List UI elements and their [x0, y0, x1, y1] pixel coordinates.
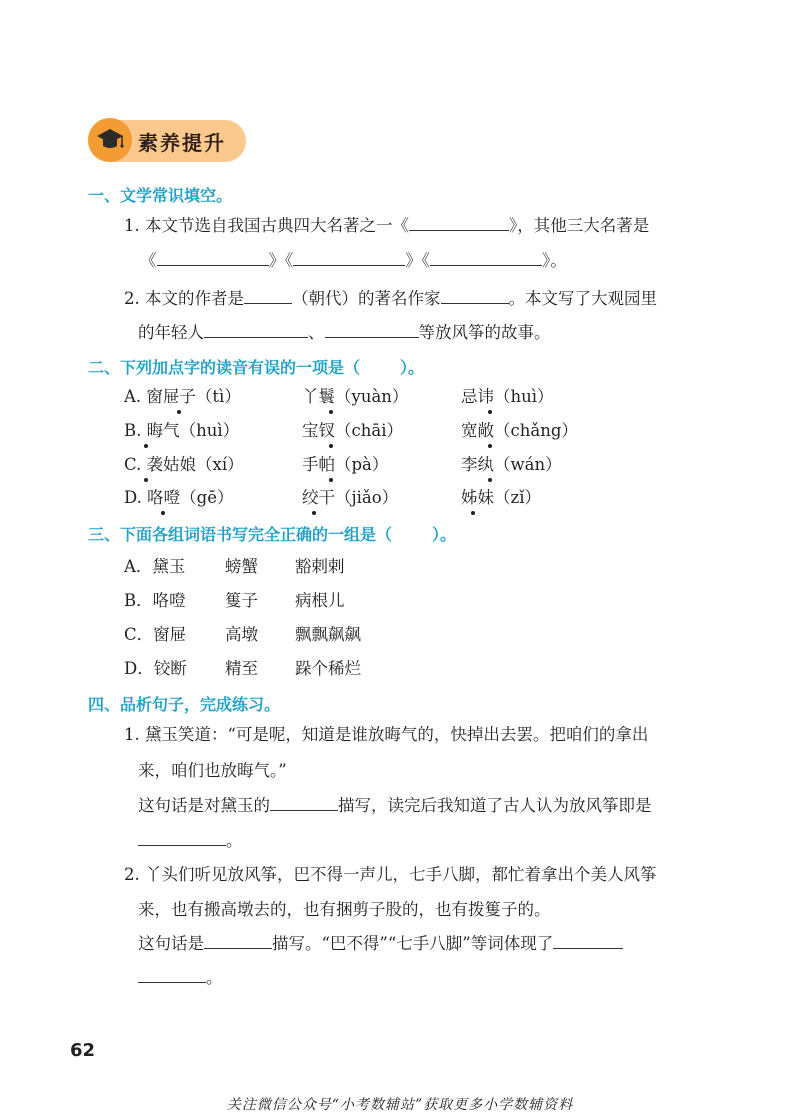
s4-q2-line2: 来，也有搬高墩去的，也有捆剪子股的，也有拨篗子的。 [138, 900, 551, 919]
blank[interactable] [409, 229, 509, 231]
s2-option-b3: 宽敞（chǎng） [461, 421, 578, 440]
s3-option-d1: D．铰断 [124, 659, 187, 678]
blank[interactable] [293, 264, 405, 266]
s2-option-c3: 李纨（wán） [461, 455, 562, 474]
s4-q1-line2: 来，咱们也放晦气。” [138, 761, 287, 780]
graduation-cap-icon [88, 118, 132, 162]
s2-option-a3: 忌讳（huì） [461, 387, 554, 406]
s1-q2-line2: 的年轻人 、 等放风筝的故事。 [138, 323, 551, 342]
page-number: 62 [70, 1040, 96, 1061]
emphasis-dot [161, 511, 165, 515]
s2-option-c1: C. 袭姑娘（xí） [124, 455, 244, 474]
emphasis-dot [177, 410, 181, 414]
section-2-heading: 二、下列加点字的读音有误的一项是（ ）。 [88, 358, 425, 377]
badge-title: 素养提升 [138, 131, 226, 155]
s3-option-b3: 病根儿 [295, 591, 345, 610]
s3-option-a2: 螃蟹 [225, 557, 258, 576]
s1-q1-line2: 《 》《 》《 》。 [140, 251, 567, 270]
s2-option-d1: D. 咯噔（gē） [124, 488, 234, 507]
s2-option-b2: 宝钗（chāi） [302, 421, 403, 440]
blank[interactable] [441, 302, 509, 304]
s1-q2-line1: 2. 本文的作者是 （朝代）的著名作家 。本文写了大观园里 [124, 289, 657, 308]
s2-option-c2: 手帕（pà） [302, 455, 389, 474]
emphasis-dot [471, 511, 475, 515]
blank[interactable] [138, 981, 206, 983]
blank[interactable] [325, 336, 419, 338]
section-3-heading: 三、下面各组词语书写完全正确的一组是（ ）。 [88, 525, 457, 544]
s1-q1-line1: 1. 本文节选自我国古典四大名著之一《 》，其他三大名著是 [124, 216, 650, 235]
blank[interactable] [270, 809, 338, 811]
s2-option-b1: B. 晦气（huì） [124, 421, 240, 440]
s4-q2-line4: 。 [138, 967, 223, 989]
footer-note: 关注微信公众号“小考数辅站”获取更多小学数辅资料 [226, 1097, 574, 1113]
blank[interactable] [430, 264, 542, 266]
emphasis-dot [329, 444, 333, 448]
blank[interactable] [244, 302, 292, 304]
emphasis-dot [488, 410, 492, 414]
s3-option-d3: 跺个稀烂 [295, 659, 361, 678]
s4-q2-line3: 这句话是 描写。“巴不得”“七手八脚”等词体现了 [138, 933, 623, 955]
emphasis-dot [312, 511, 316, 515]
emphasis-dot [329, 478, 333, 482]
s4-q2-line1: 2. 丫头们听见放风筝，巴不得一声儿，七手八脚，都忙着拿出个美人风筝 [124, 865, 657, 884]
blank[interactable] [138, 844, 226, 846]
emphasis-dot [144, 444, 148, 448]
s3-option-a1: A．黛玉 [124, 557, 186, 576]
s2-option-a1: A. 窗屉子（tì） [124, 387, 241, 406]
s3-option-c1: C．窗屉 [124, 625, 187, 644]
emphasis-dot [329, 410, 333, 414]
s3-option-c2: 高墩 [225, 625, 258, 644]
emphasis-dot [488, 478, 492, 482]
emphasis-dot [488, 444, 492, 448]
s4-q1-line1: 1. 黛玉笑道：“可是呢，知道是谁放晦气的，快掉出去罢。把咱们的拿出 [124, 725, 649, 744]
s3-option-b1: B．咯噔 [124, 591, 186, 610]
blank[interactable] [204, 336, 308, 338]
s4-q1-line4: 。 [138, 830, 243, 852]
blank[interactable] [204, 947, 272, 949]
blank[interactable] [553, 947, 623, 949]
section-4-heading: 四、品析句子，完成练习。 [88, 695, 281, 714]
s3-option-a3: 豁剌剌 [295, 557, 345, 576]
s2-option-d3: 姊妹（zǐ） [461, 488, 541, 507]
emphasis-dot [144, 478, 148, 482]
s3-option-b2: 篗子 [225, 591, 258, 610]
s4-q1-line3: 这句话是对黛玉的 描写，读完后我知道了古人认为放风筝即是 [138, 796, 652, 815]
s3-option-c3: 飘飘飙飙 [295, 625, 361, 644]
blank[interactable] [157, 264, 269, 266]
section-1-heading: 一、文学常识填空。 [88, 186, 233, 205]
s2-option-a2: 丫鬟（yuàn） [302, 387, 409, 406]
s3-option-d2: 精至 [225, 659, 258, 678]
s2-option-d2: 绞干（jiǎo） [302, 488, 399, 507]
